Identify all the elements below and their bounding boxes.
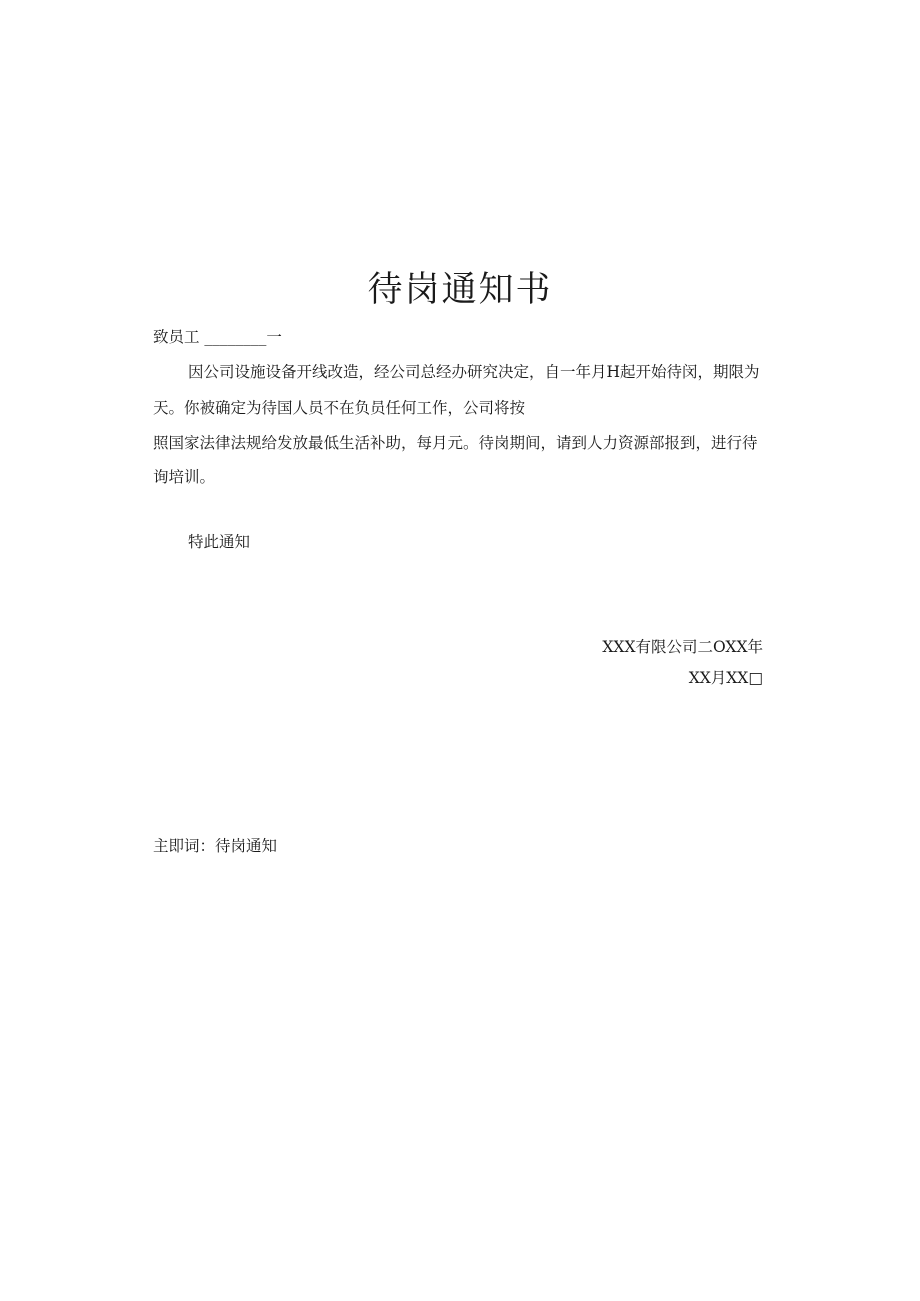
signature-date: XX月XX□ [688, 669, 763, 687]
keywords-line: 主即词：待岗通知 [153, 837, 278, 855]
closing-remark: 特此通知 [188, 533, 251, 551]
document-title: 待岗通知书 [367, 270, 553, 310]
salutation: 致员工 ________一 [153, 328, 282, 346]
signature-company: XXX有限公司二OXX年 [602, 638, 763, 656]
body-paragraph-line-4: 询培训。 [153, 468, 216, 486]
body-paragraph-line-3: 照国家法律法规给发放最低生活补助，每月元。待岗期间，请到人力资源部报到，进行待 [153, 434, 758, 452]
body-paragraph-line-2: 天。你被确定为待国人员不在负员任何工作，公司将按 [153, 399, 526, 417]
body-paragraph-line-1: 因公司设施设备开线改造，经公司总经办研究决定，自一年月H起开始待闵，期限为 [188, 363, 760, 381]
